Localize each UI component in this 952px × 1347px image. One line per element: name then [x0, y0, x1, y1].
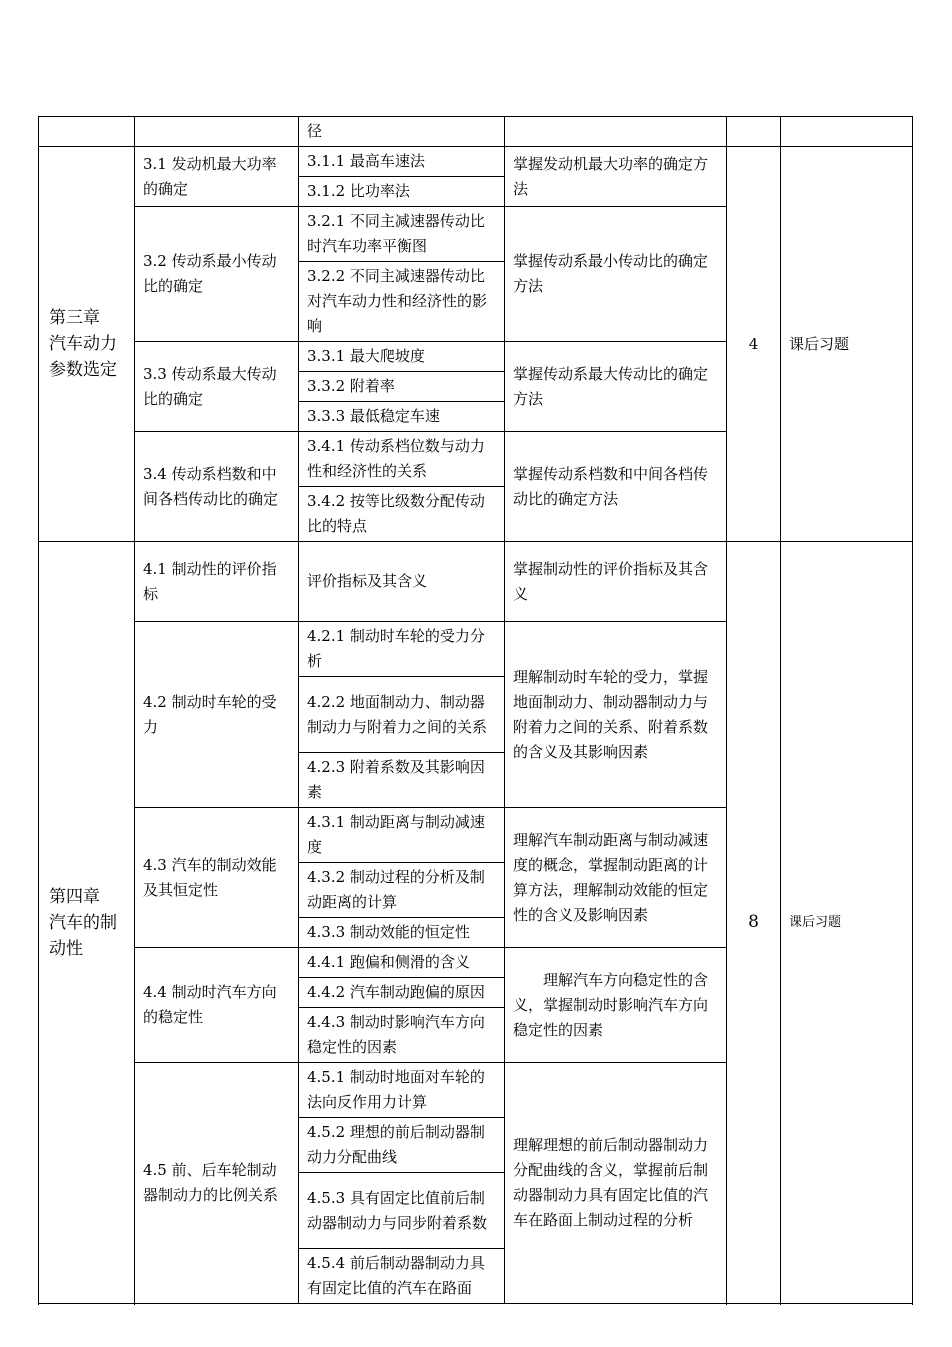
subsection-cell: 3.3.3 最低稳定车速 — [299, 402, 505, 432]
subsection-cell: 4.3.2 制动过程的分析及制动距离的计算 — [299, 863, 505, 918]
subsection-cell: 4.5.3 具有固定比值前后制动器制动力与同步附着系数 — [299, 1173, 505, 1249]
goal-cell: 理解汽车制动距离与制动减速度的概念，掌握制动距离的计算方法，理解制动效能的恒定性的含义及影响因素 — [505, 808, 727, 948]
subsection-cell: 评价指标及其含义 — [299, 542, 505, 622]
section-title: 4.4 制动时汽车方向的稳定性 — [135, 948, 299, 1063]
subsection-cell: 3.2.1 不同主减速器传动比时汽车功率平衡图 — [299, 207, 505, 262]
goal-cell: 掌握传动系档数和中间各档传动比的确定方法 — [505, 432, 727, 542]
hours-cell: 4 — [727, 147, 781, 542]
table-row — [39, 147, 913, 177]
chapter-title: 第三章 汽车动力参数选定 — [39, 147, 135, 542]
subsection-cell: 4.4.2 汽车制动跑偏的原因 — [299, 978, 505, 1008]
assessment-cell: 课后习题 — [781, 542, 913, 1304]
goal-cell — [505, 117, 727, 147]
subsection-cell: 4.2.1 制动时车轮的受力分析 — [299, 622, 505, 677]
subsection-cell: 3.1.2 比功率法 — [299, 177, 505, 207]
section-title: 3.2 传动系最小传动比的确定 — [135, 207, 299, 342]
subsection-cell: 4.5.4 前后制动器制动力具有固定比值的汽车在路面 — [299, 1249, 505, 1304]
assessment-cell: 课后习题 — [781, 147, 913, 542]
section-title: 4.1 制动性的评价指标 — [135, 542, 299, 622]
subsection-cell: 3.4.1 传动系档位数与动力性和经济性的关系 — [299, 432, 505, 487]
subsection-cell: 4.4.1 跑偏和侧滑的含义 — [299, 948, 505, 978]
assessment-cell — [781, 117, 913, 147]
syllabus-table — [38, 116, 913, 1304]
subsection-cell: 3.2.2 不同主减速器传动比对汽车动力性和经济性的影响 — [299, 262, 505, 342]
table-row — [39, 117, 913, 147]
subsection-cell: 3.3.2 附着率 — [299, 372, 505, 402]
subsection-cell: 4.4.3 制动时影响汽车方向稳定性的因素 — [299, 1008, 505, 1063]
goal-cell: 理解理想的前后制动器制动力分配曲线的含义，掌握前后制动器制动力具有固定比值的汽车在路面上制动过程的分析 — [505, 1063, 727, 1304]
subsection-cell: 3.4.2 按等比级数分配传动比的特点 — [299, 487, 505, 542]
subsection-cell: 4.5.1 制动时地面对车轮的法向反作用力计算 — [299, 1063, 505, 1118]
section-title: 3.4 传动系档数和中间各档传动比的确定 — [135, 432, 299, 542]
goal-cell: 掌握制动性的评价指标及其含义 — [505, 542, 727, 622]
subsection-cell: 4.3.1 制动距离与制动减速度 — [299, 808, 505, 863]
section-cell — [135, 117, 299, 147]
goal-cell: 理解制动时车轮的受力，掌握地面制动力、制动器制动力与附着力之间的关系、附着系数的含义及其影响因素 — [505, 622, 727, 808]
section-title: 4.3 汽车的制动效能及其恒定性 — [135, 808, 299, 948]
table-row — [39, 542, 913, 622]
goal-cell: 理解汽车方向稳定性的含义，掌握制动时影响汽车方向稳定性的因素 — [505, 948, 727, 1063]
subsection-cell: 4.3.3 制动效能的恒定性 — [299, 918, 505, 948]
chapter-cell — [39, 117, 135, 147]
subsection-cell: 4.5.2 理想的前后制动器制动力分配曲线 — [299, 1118, 505, 1173]
subsection-cell: 3.3.1 最大爬坡度 — [299, 342, 505, 372]
subsection-cell: 4.2.2 地面制动力、制动器制动力与附着力之间的关系 — [299, 677, 505, 753]
section-title: 3.3 传动系最大传动比的确定 — [135, 342, 299, 432]
goal-cell: 掌握发动机最大功率的确定方法 — [505, 147, 727, 207]
goal-cell: 掌握传动系最大传动比的确定方法 — [505, 342, 727, 432]
hours-cell: 8 — [727, 542, 781, 1304]
hours-cell — [727, 117, 781, 147]
goal-cell: 掌握传动系最小传动比的确定方法 — [505, 207, 727, 342]
chapter-title: 第四章 汽车的制动性 — [39, 542, 135, 1304]
section-title: 4.2 制动时车轮的受力 — [135, 622, 299, 808]
section-title: 4.5 前、后车轮制动器制动力的比例关系 — [135, 1063, 299, 1304]
subsection-cell: 4.2.3 附着系数及其影响因素 — [299, 753, 505, 808]
section-title: 3.1 发动机最大功率的确定 — [135, 147, 299, 207]
subsection-cell: 径 — [299, 117, 505, 147]
subsection-cell: 3.1.1 最高车速法 — [299, 147, 505, 177]
